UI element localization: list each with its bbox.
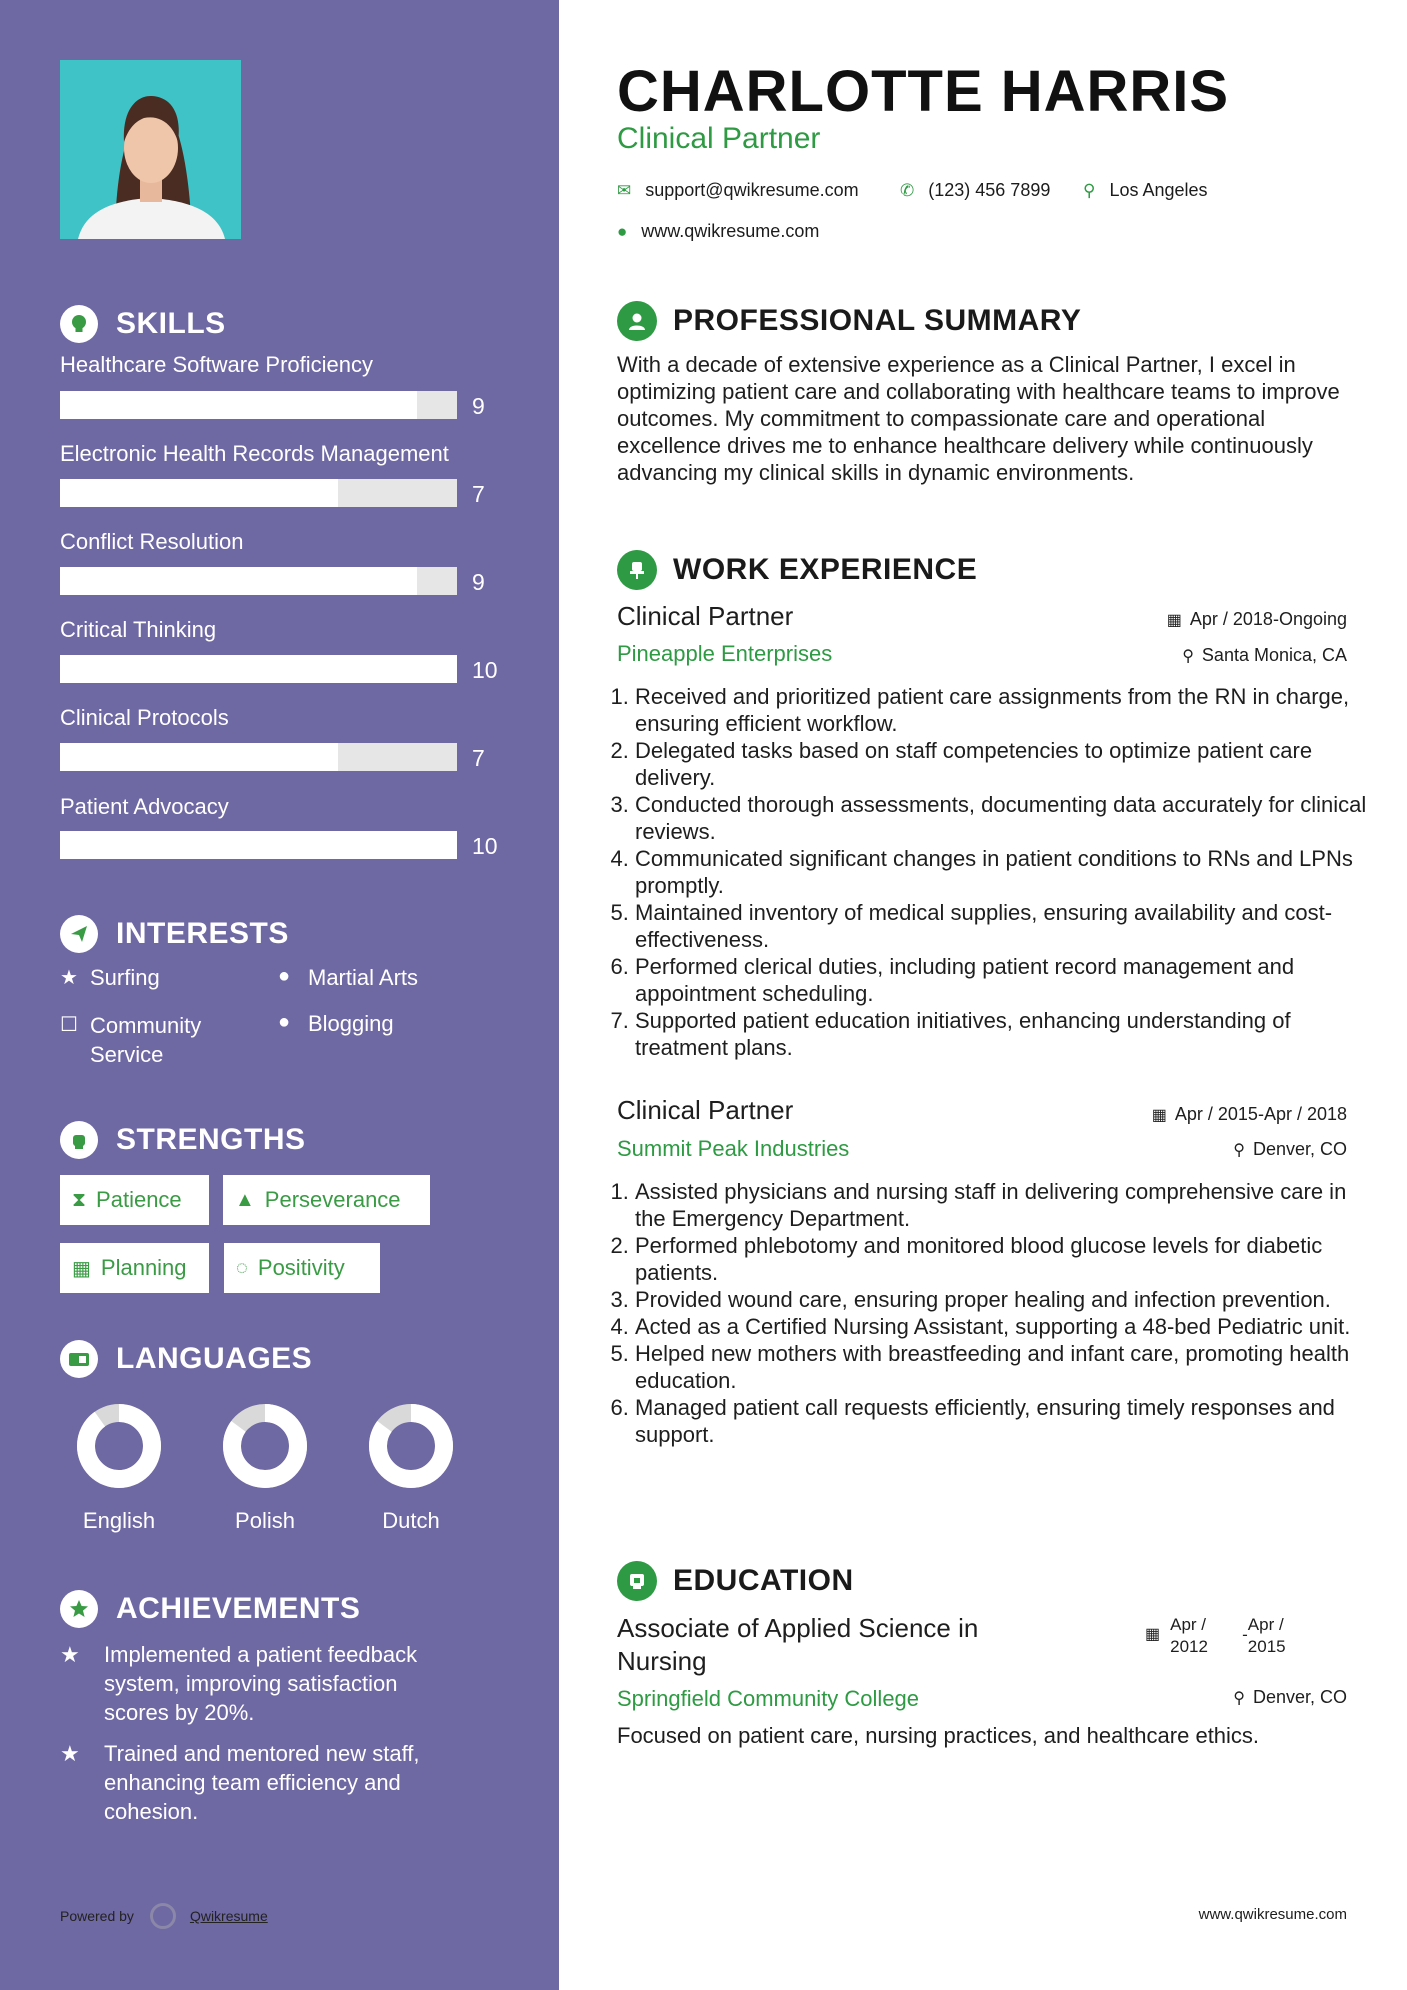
- contact-location: [1083, 180, 1208, 201]
- phone-text: (123) 456 7899: [928, 180, 1051, 200]
- education-heading: [617, 1560, 854, 1602]
- education-end-line: 2015: [1247, 1637, 1286, 1656]
- interest-item: [278, 1011, 394, 1037]
- qwikresume-logo-icon: [150, 1903, 176, 1929]
- job-dates-text: Apr / 2018-Ongoing: [1189, 609, 1347, 629]
- list-item: 5. Helped new mothers with breastfeeding and infant care, promoting health education.: [635, 1340, 1380, 1394]
- strength-tag: [224, 1243, 380, 1293]
- calendar-icon: ▦: [1151, 1106, 1167, 1124]
- website-text: www.qwikresume.com: [641, 221, 820, 241]
- strength-label: Perseverance: [264, 1187, 401, 1212]
- chair-icon: [617, 550, 657, 590]
- education-description: Focused on patient care, nursing practices, and healthcare ethics.: [617, 1723, 1260, 1748]
- candidate-role: Clinical Partner: [617, 122, 821, 155]
- road-icon: ▲: [235, 1188, 255, 1211]
- skill-value: 7: [472, 481, 485, 507]
- powered-by-label: Powered by: [60, 1908, 134, 1924]
- degree-title: [617, 1612, 1037, 1678]
- strength-label: Positivity: [257, 1255, 345, 1280]
- interest-item: [60, 1011, 230, 1069]
- star-icon: ★: [60, 1642, 80, 1667]
- profile-photo: [60, 60, 241, 239]
- fist-icon: [60, 1121, 98, 1159]
- star-icon: ★: [60, 1741, 80, 1766]
- school-name: Springfield Community College: [617, 1686, 920, 1711]
- job-dates-text: Apr / 2015-Apr / 2018: [1174, 1104, 1347, 1124]
- education-end: [1248, 1614, 1286, 1658]
- job-location-text: Santa Monica, CA: [1201, 645, 1347, 665]
- pin-icon: ⚲: [1182, 647, 1194, 665]
- contact-website[interactable]: [617, 221, 819, 242]
- experience-heading: [617, 549, 977, 591]
- interest-label: Community Service: [90, 1013, 202, 1067]
- achievement-item: [60, 1739, 460, 1826]
- skills-title: SKILLS: [116, 307, 226, 340]
- sidebar: [0, 0, 559, 1990]
- skill-name: Conflict Resolution: [60, 529, 244, 554]
- interest-label: Surfing: [90, 965, 160, 990]
- skill-value: 7: [472, 745, 485, 771]
- skill-bar: [60, 391, 457, 419]
- footer-url[interactable]: www.qwikresume.com: [1198, 1906, 1347, 1923]
- interest-label: Martial Arts: [308, 965, 419, 990]
- strength-tag: [60, 1243, 209, 1293]
- language-ring: [222, 1403, 308, 1489]
- skill-name: Electronic Health Records Management: [60, 441, 449, 466]
- list-item: 1. Received and prioritized patient care assignments from the RN in charge, ensuring efficient workflow.: [635, 683, 1380, 737]
- powered-by: [60, 1903, 268, 1929]
- calendar-icon: ▦: [72, 1257, 91, 1280]
- list-item: 4. Acted as a Certified Nursing Assistant, supporting a 48-bed Pediatric unit.: [635, 1313, 1380, 1340]
- education-start-line: 2012: [1170, 1637, 1208, 1656]
- education-location-text: Denver, CO: [1252, 1687, 1347, 1707]
- skill-name: Critical Thinking: [60, 617, 217, 642]
- contact-email[interactable]: [617, 180, 859, 201]
- circle-notch-icon: ◌: [236, 1256, 248, 1279]
- job-dates: [1167, 609, 1347, 630]
- skill-bar-fill: [60, 391, 417, 419]
- achievements-title: ACHIEVEMENTS: [116, 1592, 361, 1625]
- language-icon: [60, 1340, 98, 1378]
- star-badge-icon: [60, 1590, 98, 1628]
- job-company: Pineapple Enterprises: [617, 641, 833, 666]
- list-item: 3. Provided wound care, ensuring proper healing and infection prevention.: [635, 1286, 1380, 1313]
- list-item: 2. Delegated tasks based on staff competencies to optimize patient care delivery.: [635, 737, 1380, 791]
- paper-plane-icon: [60, 915, 98, 953]
- calendar-icon: ▦: [1166, 611, 1182, 629]
- skill-bar: [60, 567, 457, 595]
- language-label: English: [82, 1508, 156, 1533]
- language-ring: [368, 1403, 454, 1489]
- phone-icon: ✆: [900, 180, 915, 200]
- globe-icon: ●: [278, 965, 291, 987]
- strengths-title: STRENGTHS: [116, 1123, 306, 1156]
- job-duties-list: [617, 1178, 1380, 1448]
- languages-title: LANGUAGES: [116, 1342, 313, 1375]
- language-label: Polish: [235, 1508, 295, 1533]
- location-text: Los Angeles: [1109, 180, 1208, 200]
- email-text: support@qwikresume.com: [645, 180, 859, 200]
- summary-text: With a decade of extensive experience as a Clinical Partner, I excel in optimizing patient care and collaborating with healthcare teams to improve outcomes. My commitment to compassionate care and operational excellence drives me to enhance healthcare delivery while continuously advancing my clinical skills in dynamic environments.: [617, 352, 1340, 485]
- skill-bar: [60, 743, 457, 771]
- job-duties-list: [617, 683, 1380, 1061]
- list-item: 3. Conducted thorough assessments, documenting data accurately for clinical reviews.: [635, 791, 1380, 845]
- achievement-text: Implemented a patient feedback system, improving satisfaction scores by 20%.: [104, 1642, 418, 1725]
- summary-heading: [617, 300, 1081, 342]
- education-end-line: Apr /: [1247, 1615, 1284, 1634]
- experience-title: WORK EXPERIENCE: [673, 553, 978, 586]
- job-location: [1233, 1139, 1347, 1160]
- education-dates: [1145, 1614, 1286, 1658]
- skill-value: 9: [472, 393, 485, 419]
- list-item: 2. Performed phlebotomy and monitored blood glucose levels for diabetic patients.: [635, 1232, 1380, 1286]
- strengths-heading: [60, 1119, 306, 1161]
- achievement-item: [60, 1640, 460, 1727]
- pin-icon: ⚲: [1233, 1141, 1245, 1159]
- skill-bar-fill: [60, 655, 457, 683]
- languages-heading: [60, 1338, 312, 1380]
- education-start-line: Apr /: [1170, 1615, 1207, 1634]
- contact-phone[interactable]: [900, 180, 1050, 201]
- star-icon: ★: [60, 967, 78, 989]
- hand-icon: ☐: [60, 1014, 78, 1036]
- interest-label: Blogging: [308, 1011, 394, 1036]
- strength-tag: [60, 1175, 209, 1225]
- degree-title-line: Associate of Applied Science in: [617, 1613, 979, 1643]
- skill-name: Healthcare Software Proficiency: [60, 352, 374, 377]
- skill-value: 10: [472, 833, 498, 859]
- strength-tag: [223, 1175, 430, 1225]
- skill-bar-fill: [60, 831, 457, 859]
- list-item: 5. Maintained inventory of medical supplies, ensuring availability and cost-effectiveness.: [635, 899, 1380, 953]
- job-title: Clinical Partner: [617, 601, 794, 631]
- interest-item: [278, 965, 418, 991]
- job-dates: [1152, 1104, 1347, 1125]
- skill-bar-fill: [60, 567, 417, 595]
- job-location-text: Denver, CO: [1252, 1139, 1347, 1159]
- map-pin-icon: ⚲: [1083, 180, 1096, 200]
- strength-label: Patience: [96, 1187, 182, 1212]
- users-icon: ●: [278, 1011, 291, 1033]
- interests-title: INTERESTS: [116, 917, 289, 950]
- skill-name: Clinical Protocols: [60, 705, 229, 730]
- skill-name: Patient Advocacy: [60, 794, 229, 819]
- skill-bar: [60, 831, 457, 859]
- skill-bar: [60, 479, 457, 507]
- globe-icon: ●: [617, 221, 628, 241]
- summary-title: PROFESSIONAL SUMMARY: [673, 304, 1082, 337]
- calendar-icon: ▦: [1145, 1626, 1161, 1643]
- achievement-text: Trained and mentored new staff, enhancing team efficiency and cohesion.: [104, 1741, 420, 1824]
- user-icon: [617, 301, 657, 341]
- list-item: 6. Managed patient call requests efficiently, ensuring timely responses and support.: [635, 1394, 1380, 1448]
- envelope-icon: ✉: [617, 180, 632, 200]
- list-item: 1. Assisted physicians and nursing staff in delivering comprehensive care in the Emergency Department.: [635, 1178, 1380, 1232]
- powered-brand-link[interactable]: Qwikresume: [189, 1908, 268, 1924]
- candidate-name: CHARLOTTE HARRIS: [617, 59, 1230, 124]
- language-ring: [76, 1403, 162, 1489]
- job-company: Summit Peak Industries: [617, 1136, 850, 1161]
- job-title: Clinical Partner: [617, 1095, 794, 1125]
- graduation-icon: [617, 1561, 657, 1601]
- skill-value: 10: [472, 657, 498, 683]
- lightbulb-icon: [60, 305, 98, 343]
- interests-heading: [60, 913, 289, 955]
- list-item: 7. Supported patient education initiatives, enhancing understanding of treatment plans.: [635, 1007, 1380, 1061]
- education-title: EDUCATION: [673, 1564, 854, 1597]
- skills-heading: [60, 303, 226, 345]
- date-separator: -: [1242, 1625, 1248, 1644]
- achievements-heading: [60, 1588, 360, 1630]
- skill-bar-fill: [60, 743, 338, 771]
- interest-item: [60, 965, 160, 991]
- degree-title-line: Nursing: [617, 1646, 707, 1676]
- education-location: [1233, 1687, 1347, 1708]
- hourglass-icon: ⧗: [72, 1188, 87, 1211]
- language-label: Dutch: [382, 1508, 440, 1533]
- strength-label: Planning: [100, 1255, 187, 1280]
- skill-bar-fill: [60, 479, 338, 507]
- list-item: 6. Performed clerical duties, including patient record management and appointment scheduling.: [635, 953, 1380, 1007]
- pin-icon: ⚲: [1233, 1689, 1245, 1707]
- skill-value: 9: [472, 569, 485, 595]
- education-start: [1170, 1614, 1242, 1658]
- skill-bar: [60, 655, 457, 683]
- list-item: 4. Communicated significant changes in patient conditions to RNs and LPNs promptly.: [635, 845, 1380, 899]
- job-location: [1182, 645, 1347, 666]
